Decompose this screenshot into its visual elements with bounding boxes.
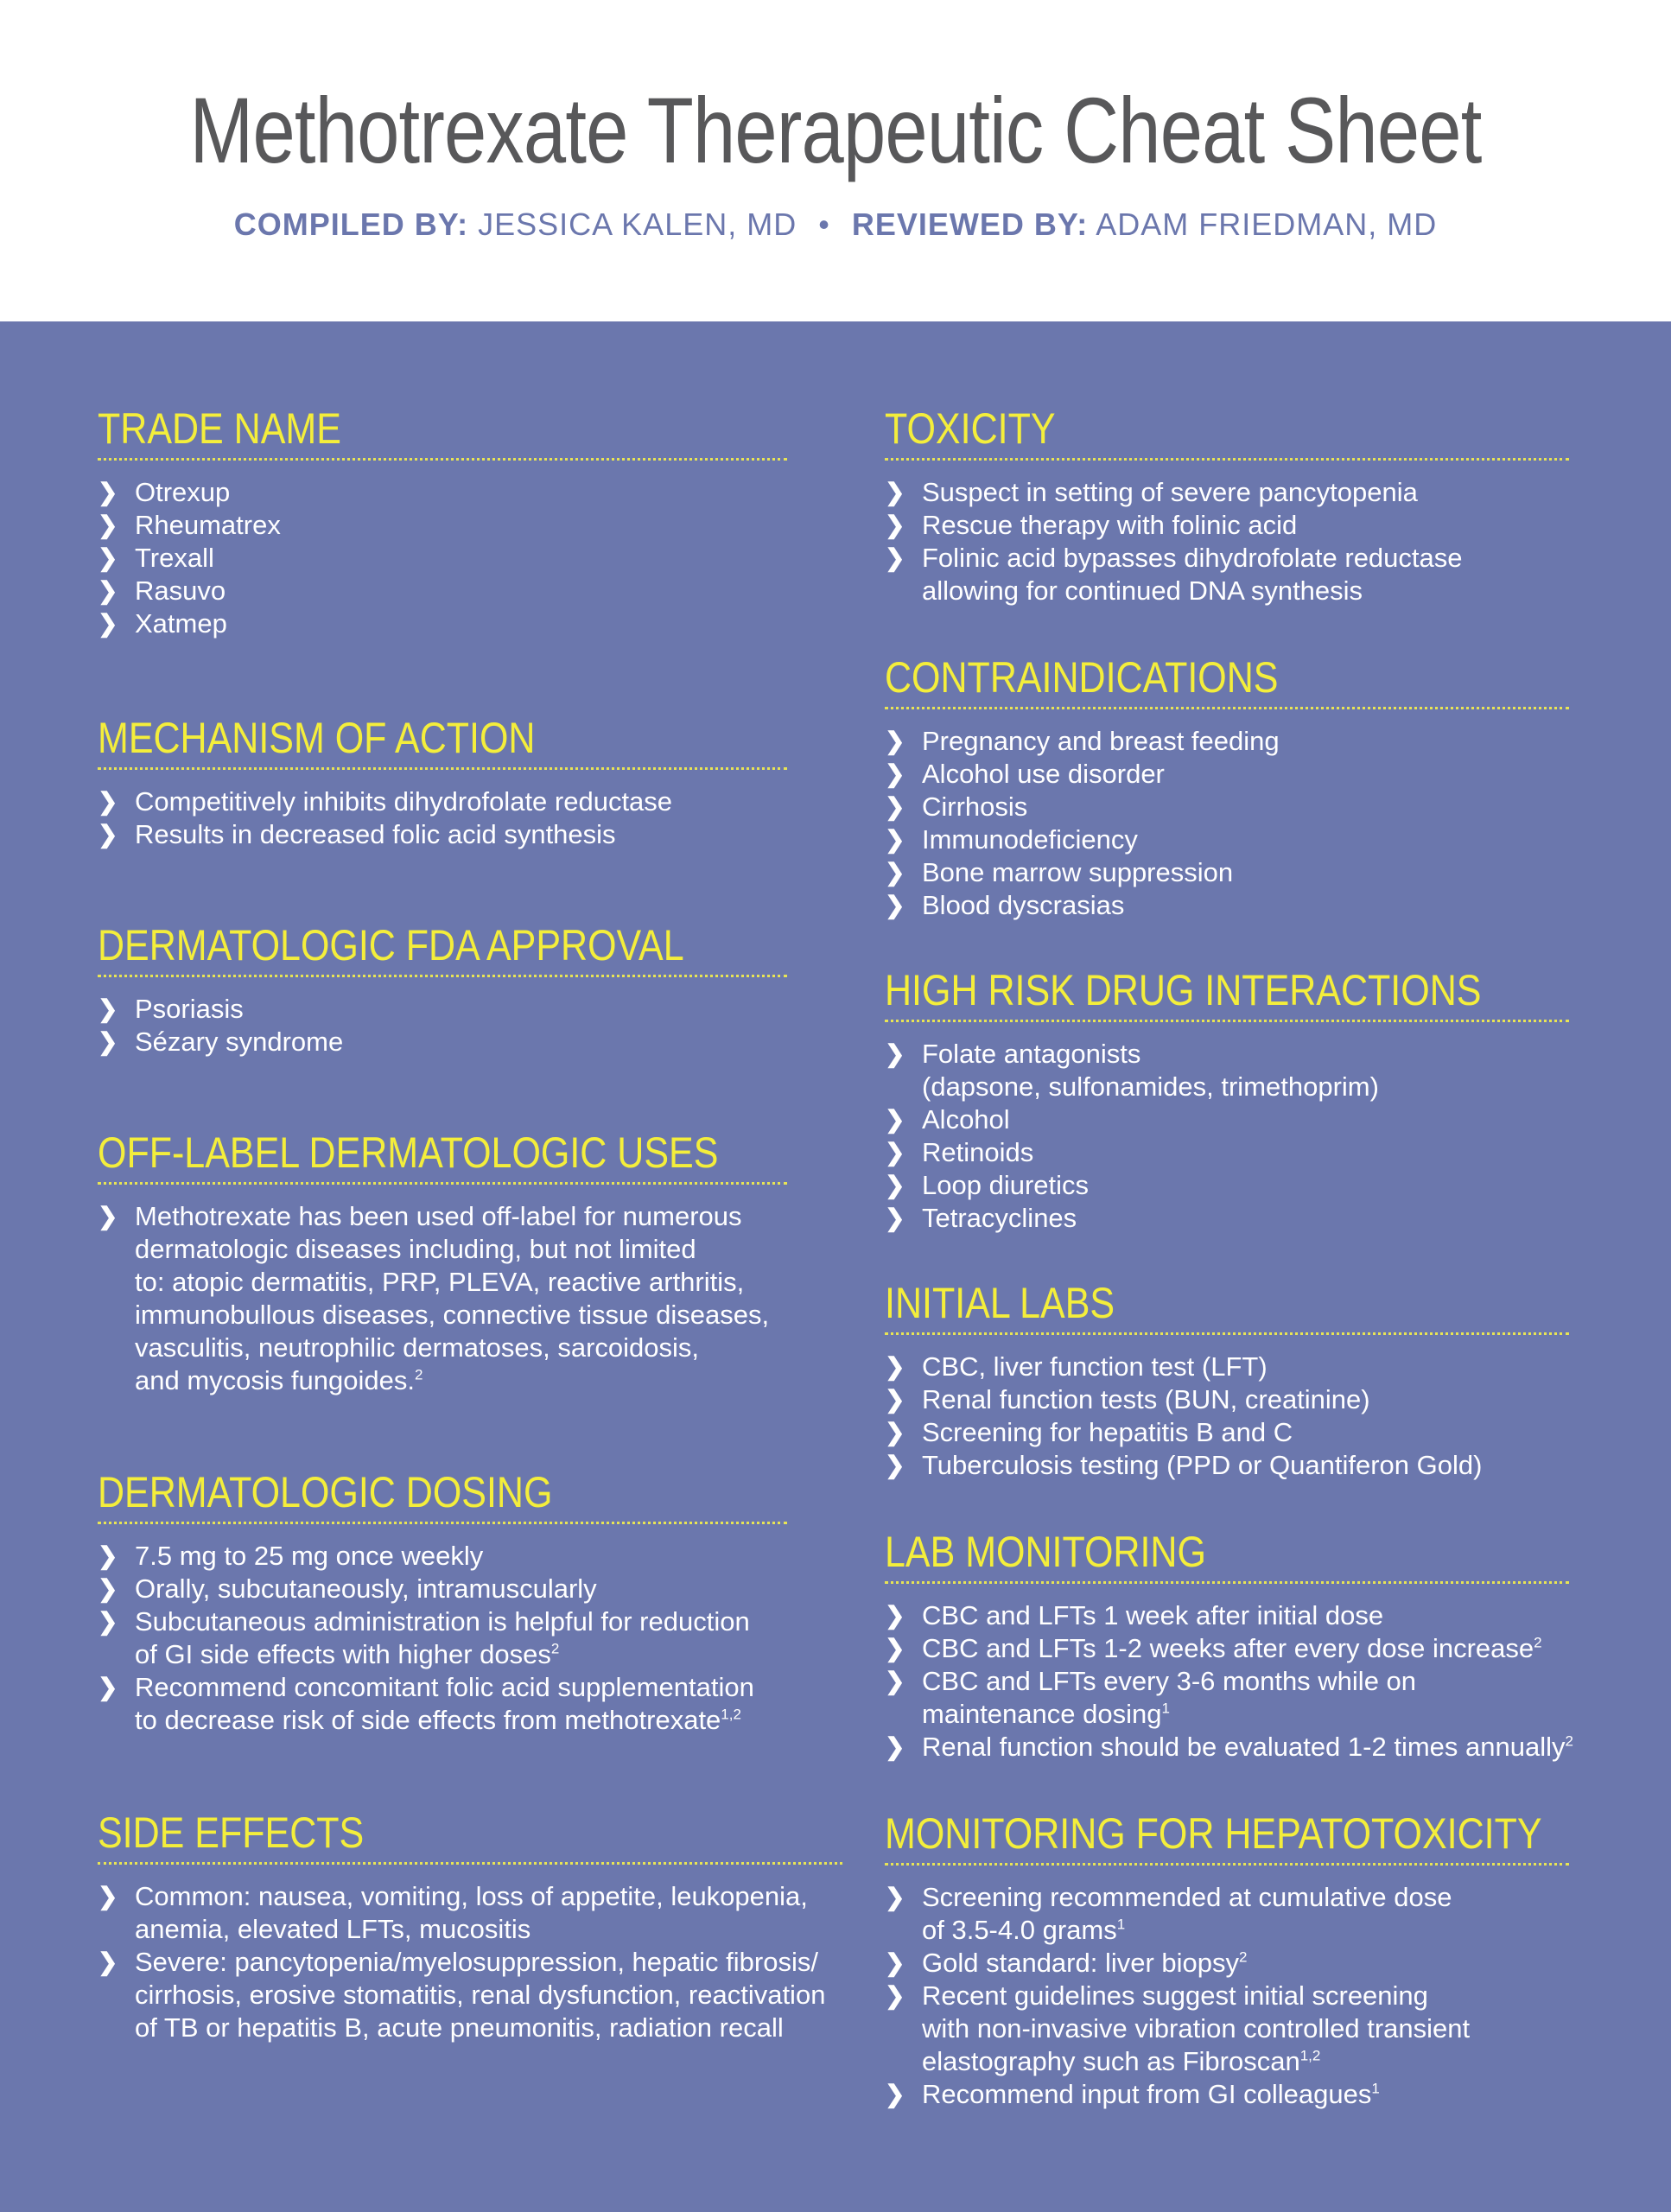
list-item: ❯ Methotrexate has been used off-label for numerous dermatologic diseases including, but not limited to: atopic dermatitis, PRP, PLEVA, reactive arthritis, immunobullous diseases, connective tissue diseases, vasculitis, neutrophilic dermatoses, sarcoidosis, and mycosis fungoides.$^2$ — [98, 1201, 770, 1395]
list-item: ❯ Recent guidelines suggest initial screening with non-invasive vibration controlled transient elastography such as Fibroscan$^{1,2}$ — [885, 1980, 1471, 2076]
section-divider — [98, 975, 787, 977]
toxicity-list — [885, 476, 1569, 607]
chevron-right-icon: ❯ — [98, 1948, 118, 1975]
reference-superscript: 1,2 — [721, 1706, 741, 1723]
chevron-right-icon: ❯ — [98, 544, 118, 571]
chevron-right-icon: ❯ — [885, 760, 905, 787]
section-heading: HIGH RISK DRUG INTERACTIONS — [885, 966, 1482, 1014]
list-item: ❯ Cirrhosis — [885, 791, 1028, 822]
off-label-list — [98, 1200, 787, 1397]
section-fda-approval — [98, 921, 787, 1058]
chevron-right-icon: ❯ — [885, 1733, 905, 1760]
list-item: ❯ Rasuvo — [98, 575, 226, 606]
section-heading: INITIAL LABS — [885, 1279, 1115, 1327]
list-item: ❯ Recommend input from GI colleagues$^1$ — [885, 2079, 1380, 2109]
list-item: ❯ Competitively inhibits dihydrofolate reductase — [98, 786, 673, 817]
chevron-right-icon: ❯ — [885, 1040, 905, 1067]
credits-line — [0, 204, 1671, 245]
chevron-right-icon: ❯ — [98, 788, 118, 815]
chevron-right-icon: ❯ — [98, 512, 118, 538]
section-divider — [885, 1863, 1569, 1866]
section-divider — [98, 1862, 842, 1865]
section-side-effects — [98, 1808, 842, 2044]
chevron-right-icon: ❯ — [885, 1668, 905, 1694]
mechanism-list — [98, 785, 787, 851]
list-item: ❯ Alcohol — [885, 1104, 1010, 1135]
list-item: ❯ Subcutaneous administration is helpful for reduction of GI side effects with higher doses$^2$ — [98, 1606, 750, 1669]
section-divider — [98, 1522, 787, 1524]
list-item: ❯ Folate antagonists (dapsone, sulfonamides, trimethoprim) — [885, 1039, 1379, 1102]
section-heading: TRADE NAME — [98, 404, 341, 453]
chevron-right-icon: ❯ — [885, 544, 905, 571]
section-off-label-uses — [98, 1128, 787, 1397]
reviewed-by-name: ADAM FRIEDMAN, MD — [1096, 207, 1438, 242]
chevron-right-icon: ❯ — [885, 728, 905, 754]
interactions-list — [885, 1038, 1569, 1235]
reference-superscript: 1 — [1116, 1916, 1126, 1933]
section-heading: TOXICITY — [885, 404, 1056, 453]
list-item: ❯ Results in decreased folic acid synthesis — [98, 819, 616, 849]
list-item: ❯ Screening recommended at cumulative dose of 3.5-4.0 grams$^1$ — [885, 1882, 1452, 1945]
list-item: ❯ Trexall — [98, 543, 214, 573]
contraindications-list — [885, 725, 1569, 922]
list-item: ❯ Rescue therapy with folinic acid — [885, 510, 1298, 540]
chevron-right-icon: ❯ — [885, 1602, 905, 1629]
reference-superscript: 2 — [414, 1366, 423, 1383]
section-divider — [885, 458, 1569, 461]
section-heading: CONTRAINDICATIONS — [885, 653, 1279, 702]
reference-superscript: 2 — [1239, 1948, 1248, 1966]
chevron-right-icon: ❯ — [98, 1883, 118, 1910]
chevron-right-icon: ❯ — [885, 1353, 905, 1380]
list-item: ❯ Orally, subcutaneously, intramuscularly — [98, 1573, 597, 1604]
section-initial-labs — [885, 1279, 1569, 1482]
reference-superscript: 1,2 — [1299, 2047, 1321, 2064]
chevron-right-icon: ❯ — [885, 793, 905, 820]
chevron-right-icon: ❯ — [98, 577, 118, 604]
lab-monitoring-list — [885, 1599, 1573, 1764]
list-item: ❯ Psoriasis — [98, 994, 244, 1024]
list-item: ❯ CBC and LFTs 1 week after initial dose — [885, 1600, 1384, 1630]
chevron-right-icon: ❯ — [885, 1172, 905, 1198]
chevron-right-icon: ❯ — [98, 1674, 118, 1700]
hepatotoxicity-list — [885, 1881, 1569, 2111]
credits-separator: • — [818, 207, 830, 242]
chevron-right-icon: ❯ — [885, 1419, 905, 1446]
compiled-by-name: JESSICA KALEN, MD — [478, 207, 797, 242]
chevron-right-icon: ❯ — [885, 1635, 905, 1662]
chevron-right-icon: ❯ — [885, 2081, 905, 2107]
chevron-right-icon: ❯ — [98, 610, 118, 637]
section-divider — [98, 767, 787, 770]
list-item: ❯ 7.5 mg to 25 mg once weekly — [98, 1541, 484, 1571]
list-item: ❯ Tetracyclines — [885, 1203, 1077, 1233]
side-effects-list — [98, 1880, 842, 2044]
dosing-list — [98, 1540, 787, 1737]
chevron-right-icon: ❯ — [885, 1982, 905, 2009]
list-item: ❯ Folinic acid bypasses dihydrofolate reductase allowing for continued DNA synthesis — [885, 543, 1463, 606]
section-heading: SIDE EFFECTS — [98, 1808, 365, 1857]
chevron-right-icon: ❯ — [885, 1386, 905, 1413]
chevron-right-icon: ❯ — [98, 995, 118, 1022]
chevron-right-icon: ❯ — [885, 1205, 905, 1231]
section-heading: LAB MONITORING — [885, 1528, 1206, 1576]
section-divider — [98, 458, 787, 461]
section-heading: DERMATOLOGIC FDA APPROVAL — [98, 921, 684, 969]
chevron-right-icon: ❯ — [885, 1884, 905, 1910]
list-item: ❯ CBC and LFTs every 3-6 months while on maintenance dosing$^1$ — [885, 1666, 1417, 1729]
chevron-right-icon: ❯ — [885, 479, 905, 505]
section-divider — [98, 1182, 787, 1185]
list-item: ❯ CBC, liver function test (LFT) — [885, 1351, 1268, 1382]
chevron-right-icon: ❯ — [885, 512, 905, 538]
section-toxicity — [885, 404, 1569, 607]
section-heading: MECHANISM OF ACTION — [98, 714, 536, 762]
chevron-right-icon: ❯ — [98, 1028, 118, 1055]
section-divider — [885, 1581, 1569, 1584]
content-panel — [0, 321, 1671, 2212]
list-item: ❯ Suspect in setting of severe pancytopenia — [885, 477, 1418, 507]
section-dosing — [98, 1468, 787, 1737]
chevron-right-icon: ❯ — [98, 1203, 118, 1230]
chevron-right-icon: ❯ — [98, 479, 118, 505]
chevron-right-icon: ❯ — [885, 892, 905, 918]
compiled-by-label: COMPILED BY: — [233, 207, 469, 242]
list-item: ❯ Immunodeficiency — [885, 824, 1138, 855]
list-item: ❯ Rheumatrex — [98, 510, 281, 540]
list-item: ❯ Pregnancy and breast feeding — [885, 726, 1280, 756]
reference-superscript: 2 — [550, 1640, 560, 1657]
chevron-right-icon: ❯ — [98, 1542, 118, 1569]
section-lab-monitoring — [885, 1528, 1573, 1764]
initial-labs-list — [885, 1351, 1569, 1482]
fda-approval-list — [98, 993, 787, 1058]
section-mechanism-of-action — [98, 714, 787, 851]
section-divider — [885, 1020, 1569, 1022]
list-item: ❯ Bone marrow suppression — [885, 857, 1234, 887]
section-heading: DERMATOLOGIC DOSING — [98, 1468, 553, 1516]
page-header — [0, 0, 1671, 321]
reference-superscript: 1 — [1161, 1700, 1170, 1717]
page-title: Methotrexate Therapeutic Cheat Sheet — [189, 78, 1482, 182]
reference-superscript: 2 — [1534, 1634, 1542, 1651]
list-item: ❯ CBC and LFTs 1-2 weeks after every dose increase$^2$ — [885, 1633, 1542, 1663]
chevron-right-icon: ❯ — [885, 859, 905, 886]
chevron-right-icon: ❯ — [885, 1949, 905, 1976]
list-item: ❯ Severe: pancytopenia/myelosuppression, hepatic fibrosis/ cirrhosis, erosive stomatitis, renal dysfunction, reactivation of TB or hepatitis B, acute pneumonitis, radiation recall — [98, 1947, 826, 2043]
section-trade-name — [98, 404, 787, 640]
section-heading: MONITORING FOR HEPATOTOXICITY — [885, 1809, 1542, 1858]
list-item: ❯ Recommend concomitant folic acid supplementation to decrease risk of side effects from methotrexate$^{1,2}$ — [98, 1672, 754, 1735]
chevron-right-icon: ❯ — [98, 821, 118, 848]
list-item: ❯ Otrexup — [98, 477, 231, 507]
list-item: ❯ Blood dyscrasias — [885, 890, 1125, 920]
reference-superscript: 1 — [1371, 2080, 1380, 2097]
section-drug-interactions — [885, 966, 1569, 1235]
list-item: ❯ Xatmep — [98, 608, 227, 639]
section-hepatotoxicity — [885, 1809, 1569, 2111]
list-item: ❯ Renal function tests (BUN, creatinine) — [885, 1384, 1370, 1414]
chevron-right-icon: ❯ — [885, 1106, 905, 1133]
section-contraindications — [885, 653, 1569, 922]
section-divider — [885, 707, 1569, 709]
chevron-right-icon: ❯ — [98, 1608, 118, 1635]
chevron-right-icon: ❯ — [98, 1575, 118, 1602]
chevron-right-icon: ❯ — [885, 1139, 905, 1166]
list-item: ❯ Loop diuretics — [885, 1170, 1090, 1200]
list-item: ❯ Sézary syndrome — [98, 1027, 344, 1057]
reviewed-by-label: REVIEWED BY: — [851, 207, 1089, 242]
list-item: ❯ Common: nausea, vomiting, loss of appetite, leukopenia, anemia, elevated LFTs, mucositis — [98, 1881, 808, 1944]
list-item: ❯ Tuberculosis testing (PPD or Quantiferon Gold) — [885, 1450, 1483, 1480]
chevron-right-icon: ❯ — [885, 1452, 905, 1478]
section-divider — [885, 1332, 1569, 1335]
list-item: ❯ Screening for hepatitis B and C — [885, 1417, 1293, 1447]
chevron-right-icon: ❯ — [885, 826, 905, 853]
reference-superscript: 2 — [1565, 1732, 1573, 1750]
list-item: ❯ Gold standard: liver biopsy$^2$ — [885, 1948, 1248, 1978]
section-heading: OFF-LABEL DERMATOLOGIC USES — [98, 1128, 719, 1177]
list-item: ❯ Renal function should be evaluated 1-2 times annually$^2$ — [885, 1732, 1573, 1762]
list-item: ❯ Retinoids — [885, 1137, 1034, 1167]
trade-name-list — [98, 476, 787, 640]
list-item: ❯ Alcohol use disorder — [885, 759, 1165, 789]
